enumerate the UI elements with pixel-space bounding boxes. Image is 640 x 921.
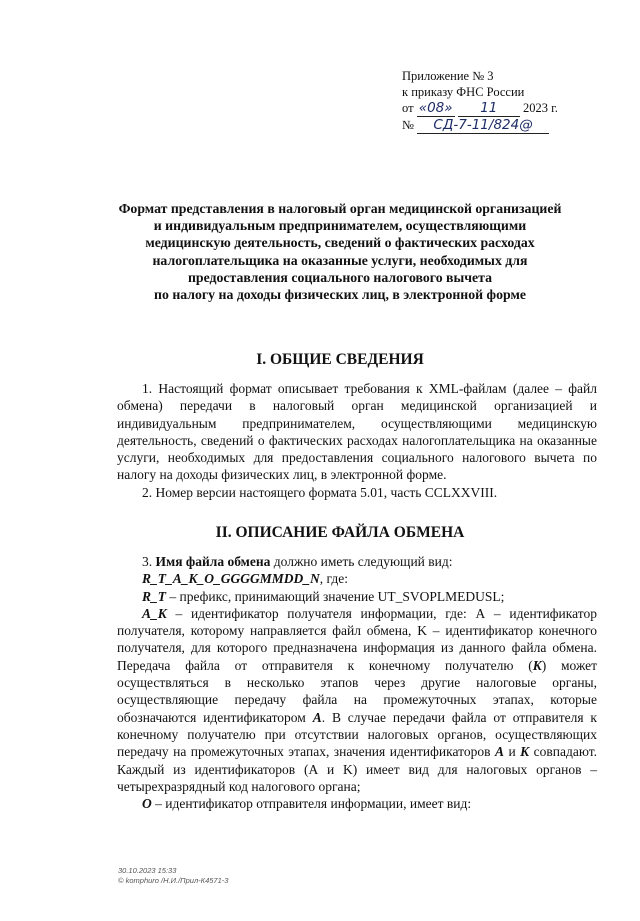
appendix-block <box>402 68 558 134</box>
title-line: налогоплательщика на оказанные услуги, необходимых для <box>152 252 528 268</box>
ak-term: A_K <box>142 605 167 621</box>
o-description: – идентификатор отправителя информации, имеет вид: <box>155 796 472 812</box>
appendix-line-2: к приказу ФНС России <box>402 85 525 99</box>
document-title <box>60 200 620 303</box>
ak-a-1: A <box>312 709 322 725</box>
title-line: предоставления социального налогового вычета <box>187 269 493 285</box>
paragraph-2: 2. Номер версии настоящего формата 5.01, часть CCLXXVIII. <box>142 484 498 500</box>
appendix-line-1: Приложение № 3 <box>402 69 494 83</box>
title-line: медицинскую деятельность, сведений о фактических расходах <box>145 235 535 251</box>
o-definition <box>117 795 597 812</box>
p3-number: 3. <box>142 554 153 569</box>
section-2-body <box>117 553 597 812</box>
footer-stamp <box>118 866 228 886</box>
date-prefix: от <box>402 101 414 115</box>
footer-timestamp: 30.10.2023 15:33 <box>118 866 177 875</box>
title-line: и индивидуальным предпринимателем, осуществляющими <box>153 218 527 234</box>
filename-pattern-line <box>117 570 597 587</box>
rt-term: R_T <box>142 588 167 604</box>
appendix-date <box>402 100 558 117</box>
section-2-heading: II. ОПИСАНИЕ ФАЙЛА ОБМЕНА <box>215 524 465 541</box>
title-line: по налогу на доходы физических лиц, в электронной форме <box>154 287 526 303</box>
filename-pattern: R_T_A_K_O_GGGGMMDD_N <box>142 571 320 587</box>
date-day: «08» <box>417 100 455 117</box>
p3-bold-term: Имя файла обмена <box>155 554 271 569</box>
ak-and: и <box>508 744 516 760</box>
ak-desc-4: совпадают. Каждый из идентификаторов (А и K) имеет вид для налоговых органов – четырехразрядный код налогового органа; <box>117 744 598 794</box>
date-year: 2023 г. <box>522 101 558 115</box>
appendix-number <box>402 117 558 134</box>
o-term: O <box>142 796 152 812</box>
section-1-heading: I. ОБЩИЕ СВЕДЕНИЯ <box>256 351 424 368</box>
date-month: 11 <box>458 100 520 117</box>
section-1-body <box>117 380 597 501</box>
rt-definition <box>117 588 597 605</box>
ak-k-2: K <box>520 744 530 760</box>
ak-k-1: K <box>532 657 542 673</box>
ak-desc-3: . В случае передачи файла от отправителя к конечному получателю при отсутствии налоговых органов, осуществляющих передачу на промежуточных этапах, значения идентификаторов <box>117 709 597 760</box>
footer-author: © komphuro /Н.И./Прил-К4571-3 <box>118 876 229 885</box>
number-prefix: № <box>402 118 414 132</box>
ak-definition <box>117 605 597 795</box>
filename-suffix: , где: <box>319 571 348 587</box>
ak-desc-1: – идентификатор получателя информации, где: А – идентификатор получателя, которому направляется файл обмена, K – идентификатор конечного получателя, для которого предназначена информация из данного файла обмена. Передача файла от отправителя к конечному получателю ( <box>117 605 598 673</box>
ak-a-2: A <box>494 744 504 760</box>
title-line: Формат представления в налоговый орган медицинской организацией <box>118 201 562 216</box>
rt-description: – префикс, принимающий значение UT_SVOPLMEDUSL; <box>169 588 505 604</box>
order-number-handwritten: СД-7-11/824@ <box>417 117 549 134</box>
paragraph-3 <box>117 553 597 570</box>
p3-rest: должно иметь следующий вид: <box>273 554 453 569</box>
ak-desc-2: ) может осуществляться в несколько этапов через другие налоговые органы, осуществляющие передачу файла на промежуточных этапах, которые обозначаются идентификатором <box>117 657 597 725</box>
paragraph-1: 1. Настоящий формат описывает требования к XML-файлам (далее – файл обмена) передачи в налоговый орган медицинской организацией и индивидуальным предпринимателем, осуществляющими медицинскую деятельность, сведений о фактических расходах налогоплательщика на оказанные услуги, необходимых для предоставления социального налогового вычета по налогу на доходы физических лиц, в электронной форме. <box>117 381 597 483</box>
